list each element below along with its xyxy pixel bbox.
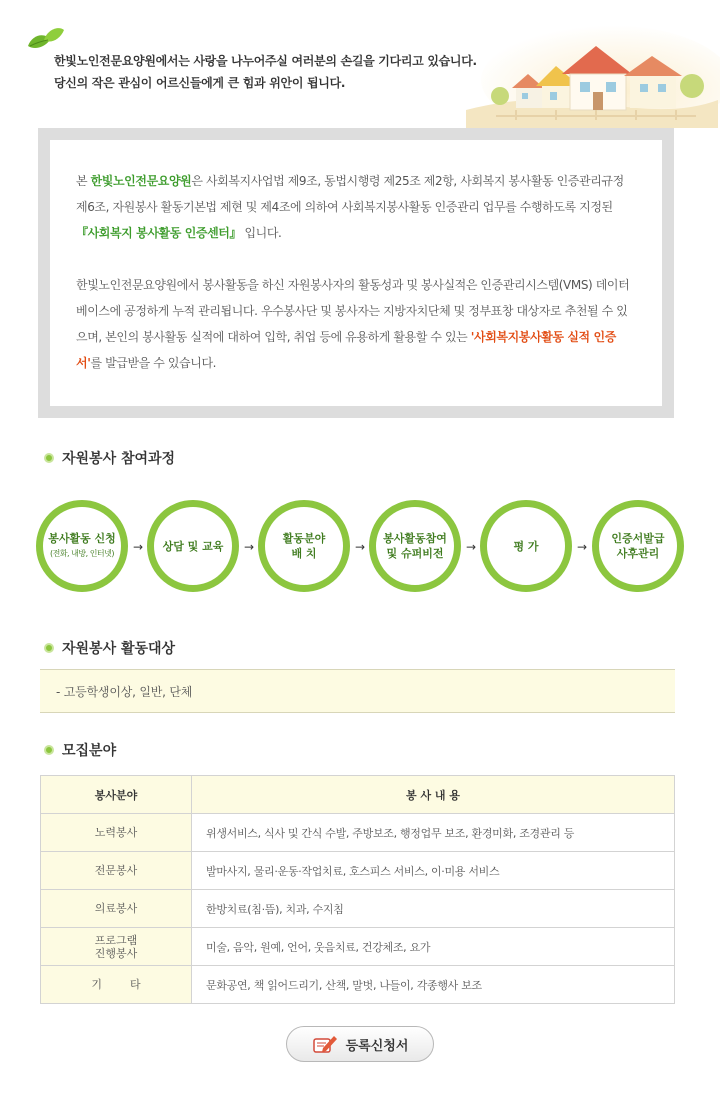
arrow-icon: → xyxy=(355,540,366,554)
bullet-icon xyxy=(44,745,54,755)
arrow-icon: → xyxy=(244,540,255,554)
bullet-icon xyxy=(44,453,54,463)
content-cell: 미술, 음악, 원예, 언어, 웃음치료, 건강체조, 요가 xyxy=(192,928,675,966)
certification-center-name: 『사회복지 봉사활동 인증센터』 xyxy=(76,226,242,240)
process-flow xyxy=(36,500,696,596)
description-content xyxy=(50,140,662,406)
table-row xyxy=(41,928,675,966)
header-field: 봉사분야 xyxy=(41,776,192,814)
field-cell: 노력봉사 xyxy=(41,814,192,852)
register-form-button[interactable] xyxy=(286,1026,434,1062)
table-row xyxy=(41,966,675,1004)
field-cell: 프로그램 진행봉사 xyxy=(41,928,192,966)
process-step-counsel: 상담 및 교육 xyxy=(147,500,239,592)
arrow-icon: → xyxy=(133,540,144,554)
target-box: - 고등학생이상, 일반, 단체 xyxy=(40,669,675,713)
target-section-title: 자원봉사 활동대상 xyxy=(44,638,175,658)
process-step-assign: 활동분야 배 치 xyxy=(258,500,350,592)
page-header xyxy=(0,0,720,128)
field-cell: 의료봉사 xyxy=(41,890,192,928)
description-box xyxy=(38,128,674,418)
table-row xyxy=(41,890,675,928)
table-row xyxy=(41,814,675,852)
process-step-evaluate: 평 가 xyxy=(480,500,572,592)
header-content: 봉 사 내 용 xyxy=(192,776,675,814)
house-illustration xyxy=(456,0,720,128)
table-header-row xyxy=(41,776,675,814)
field-cell: 전문봉사 xyxy=(41,852,192,890)
fields-table xyxy=(40,775,675,1004)
bullet-icon xyxy=(44,643,54,653)
process-step-participate: 봉사활동참여 및 슈퍼비전 xyxy=(369,500,461,592)
register-button-label: 등록신청서 xyxy=(345,1038,409,1054)
content-cell: 한방치료(침·뜸), 치과, 수지침 xyxy=(192,890,675,928)
organization-name: 한빛노인전문요양원 xyxy=(90,174,192,188)
certificate-name: '사회복지봉사활동 실적 인증서' xyxy=(76,330,616,370)
arrow-icon: → xyxy=(466,540,477,554)
intro-line-2: 당신의 작은 관심이 어르신들에게 큰 힘과 위안이 됩니다. xyxy=(54,76,346,90)
leaf-icon xyxy=(26,26,66,54)
pencil-icon xyxy=(312,1033,338,1055)
arrow-icon: → xyxy=(577,540,588,554)
description-paragraph-2: 한빛노인전문요양원에서 봉사활동을 하신 자원봉사자의 활동성과 및 봉사실적은 인증관리시스템(VMS) 데이터베이스에 공정하게 누적 관리됩니다. 우수봉사단 및 봉사자는 지방자치단체 및 정부표창 대상자로 추천될 수 있으며, 본인의 봉사활동 실적에 대하여 입학, 취업 등에 유용하게 활용할 수 있는 '사회복지봉사활동 실적 인증서'를 발급받을 수 있습니다. xyxy=(76,278,630,370)
field-cell: 기 타 xyxy=(41,966,192,1004)
description-paragraph-1: 본 한빛노인전문요양원은 사회복지사업법 제9조, 동법시행령 제25조 제2항, 사회복지 봉사활동 인증관리규정 제6조, 자원봉사 활동기본법 제현 및 제4조에 의하여 사회복지봉사활동 인증관리 업무를 수행하도록 지정된 『사회복지 봉사활동 인증센터』 입니다. xyxy=(76,174,624,240)
process-step-apply: 봉사활동 신청 (전화, 내방, 인터넷) xyxy=(36,500,128,592)
fields-section-title: 모집분야 xyxy=(44,740,116,760)
process-step-certificate: 인증서발급 사후관리 xyxy=(592,500,684,592)
table-row xyxy=(41,852,675,890)
content-cell: 위생서비스, 식사 및 간식 수발, 주방보조, 행정업무 보조, 환경미화, 조경관리 등 xyxy=(192,814,675,852)
content-cell: 발마사지, 물리·운동·작업치료, 호스피스 서비스, 이·미용 서비스 xyxy=(192,852,675,890)
content-cell: 문화공연, 책 읽어드리기, 산책, 말벗, 나들이, 각종행사 보조 xyxy=(192,966,675,1004)
intro-line-1: 한빛노인전문요양원에서는 사랑을 나누어주실 여러분의 손길을 기다리고 있습니다. xyxy=(54,54,477,68)
process-section-title: 자원봉사 참여과정 xyxy=(44,448,175,468)
